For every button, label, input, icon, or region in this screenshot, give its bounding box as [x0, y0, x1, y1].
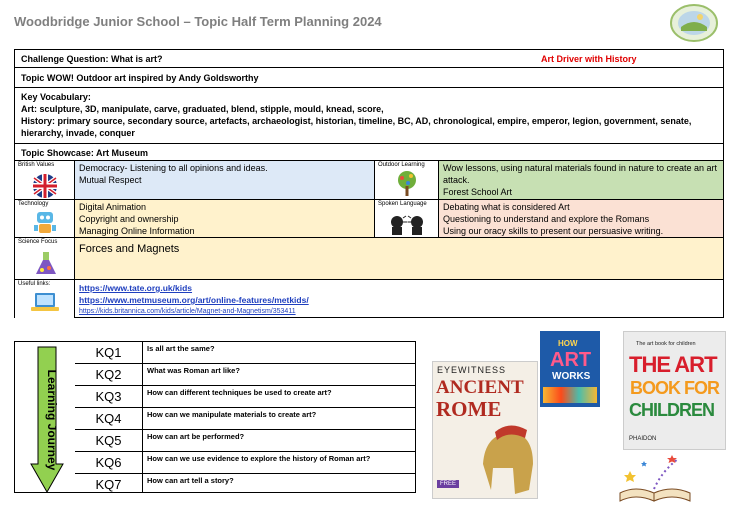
link-met-kids[interactable]: https://www.metmuseum.org/art/online-features/metkids/ [79, 295, 309, 305]
science-cell [15, 238, 75, 279]
vocab-history: History: primary source, secondary source, artefacts, archaeologist, historian, timeline, BC, AD, chronological, empire, emperor, legion, government, senate, hierarchy, invade, conquer [21, 116, 692, 138]
speaking-heads-icon [389, 210, 425, 239]
kq-question: What was Roman art like? [147, 366, 240, 375]
kq-row [75, 342, 416, 364]
outdoor-learning-label: Outdoor Learning [378, 162, 425, 168]
how-art-works-cover: HOW ART WORKS [540, 331, 600, 407]
kq-row [75, 474, 416, 493]
british-values-label: British Values [18, 162, 55, 168]
wow-row [15, 68, 723, 88]
link-tate-kids[interactable]: https://www.tate.org.uk/kids [79, 283, 193, 293]
kq-row [75, 452, 416, 474]
open-book-stars-icon [616, 451, 694, 508]
values-row [15, 161, 723, 200]
vocab-heading: Key Vocabulary: [21, 92, 91, 102]
planning-grid [14, 49, 724, 318]
kq-question: How can art be performed? [147, 432, 245, 441]
technology-text: Digital Animation Copyright and ownership Managing Online Information [75, 200, 375, 237]
challenge-row [15, 50, 723, 68]
vocab-art: Art: sculpture, 3D, manipulate, carve, graduated, blend, stipple, mould, knead, score, [21, 104, 384, 114]
art-book-for-children-cover: The art book for children THE ART BOOK FOR CHILDREN PHAIDON [623, 331, 726, 450]
kq-row [75, 386, 416, 408]
kq-row [75, 364, 416, 386]
kq-code: KQ6 [75, 452, 143, 473]
kq-question: How can art tell a story? [147, 476, 234, 485]
science-focus-text: Forces and Magnets [79, 243, 180, 255]
kq-code: KQ7 [75, 474, 143, 493]
vocabulary-row [15, 88, 723, 144]
learning-journey-table [14, 341, 416, 493]
outdoor-learning-text: Wow lessons, using natural materials found in nature to create an art attack. Forest School Art [439, 161, 723, 199]
eyewitness-ancient-rome-cover: EYEWITNESS ANCIENT ROME FREE [432, 361, 538, 499]
art-driver-label: Art Driver with History [541, 54, 637, 64]
links-list [75, 280, 723, 318]
spoken-language-text: Debating what is considered Art Questioning to understand and explore the Romans Using our oracy skills to present our persuasive writing. [439, 200, 723, 237]
technology-cell [15, 200, 75, 237]
british-values-text: Democracy- Listening to all opinions and ideas. Mutual Respect [75, 161, 375, 199]
link-britannica-magnets[interactable]: https://kids.britannica.com/kids/article/Magnet-and-Magnetism/353411 [79, 308, 296, 315]
kq-question: Is all art the same? [147, 344, 215, 353]
learning-journey-label: Learning Journey [45, 369, 59, 471]
kq-code: KQ1 [75, 342, 143, 363]
tree-icon [393, 170, 421, 201]
kq-question: How can different techniques be used to create art? [147, 388, 332, 397]
links-row [15, 280, 723, 318]
roman-helmet-icon [473, 424, 537, 501]
science-flask-icon [33, 250, 59, 281]
kq-row [75, 430, 416, 452]
spoken-language-label: Spoken Language [378, 201, 427, 207]
laptop-icon [29, 291, 61, 318]
technology-row [15, 200, 723, 238]
topic-showcase: Topic Showcase: Art Museum [21, 148, 149, 158]
british-values-cell [15, 161, 75, 199]
spoken-language-cell [375, 200, 439, 237]
outdoor-learning-cell [375, 161, 439, 199]
kq-code: KQ4 [75, 408, 143, 429]
topic-wow: Topic WOW! Outdoor art inspired by Andy Goldsworthy [21, 73, 259, 83]
kq-question: How can we use evidence to explore the history of Roman art? [147, 454, 371, 463]
robot-icon [31, 209, 59, 240]
kq-question: How can we manipulate materials to create art? [147, 410, 317, 419]
technology-label: Technology [18, 201, 49, 207]
page-title: Woodbridge Junior School – Topic Half Term Planning 2024 [14, 14, 382, 29]
showcase-row [15, 144, 723, 161]
useful-links-label: Useful links: [18, 281, 51, 287]
kq-code: KQ5 [75, 430, 143, 451]
school-crest-icon [669, 3, 719, 43]
science-text-cell [75, 238, 723, 279]
kq-code: KQ3 [75, 386, 143, 407]
science-label: Science Focus [18, 239, 58, 245]
links-cell [15, 280, 75, 318]
science-row [15, 238, 723, 280]
challenge-question: Challenge Question: What is art? [21, 54, 163, 64]
union-flag-icon [30, 173, 60, 202]
kq-row [75, 408, 416, 430]
kq-code: KQ2 [75, 364, 143, 385]
